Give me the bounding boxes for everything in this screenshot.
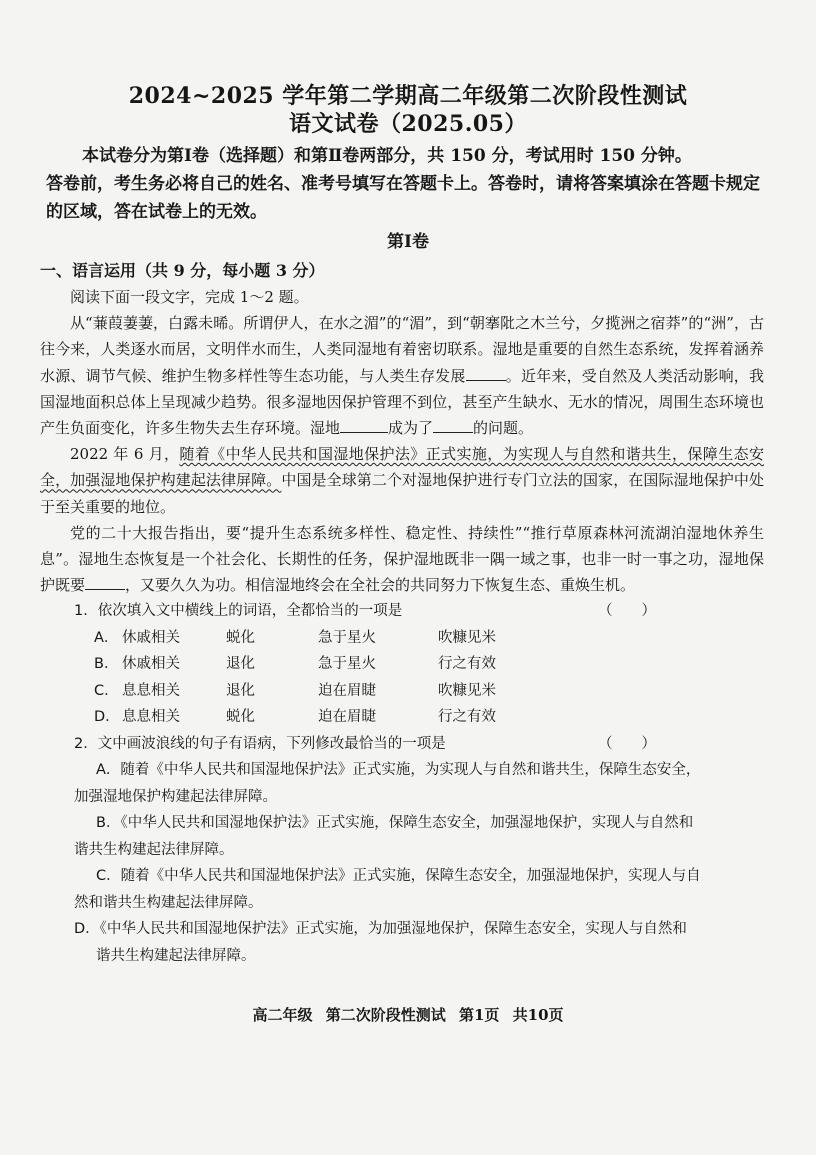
footer-test: 第二次阶段性测试 <box>325 1006 446 1024</box>
question-1-option-b <box>40 651 764 678</box>
passage-lead: 阅读下面一段文字，完成 1～2 题。 <box>70 288 309 306</box>
answer-parenthesis: （ ） <box>598 603 656 620</box>
option-word: 退化 <box>226 656 255 673</box>
question-1-option-d <box>40 704 764 731</box>
option-word: 迫在眉睫 <box>318 709 376 726</box>
question-1-option-a <box>40 625 764 652</box>
volume-title: 第Ⅰ卷 <box>387 232 429 252</box>
option-word: 退化 <box>226 682 255 699</box>
option-word: 行之有效 <box>438 656 496 673</box>
question-2-stem-row <box>40 731 764 758</box>
para2-text-b: 中国是全球第二个对湿地保护进行专门立法的国家，在国际湿地保护中处于至关重要的地位。 <box>40 471 764 516</box>
option-word: 蜕化 <box>226 709 255 726</box>
question-2-stem: 2．文中画波浪线的句子有语病，下列修改最恰当的一项是 <box>74 735 446 752</box>
footer-total: 共10页 <box>512 1006 564 1024</box>
option-word: 迫在眉睫 <box>318 682 376 699</box>
footer-page: 第1页 <box>458 1006 500 1024</box>
instructions-p2: 答卷前，考生务必将自己的姓名、准考号填写在答题卡上。答卷时，请将答案填涂在答题卡规定的区域，答在试卷上的无效。 <box>46 174 760 222</box>
question-2-option-c <box>40 863 764 916</box>
option-word: 息息相关 <box>122 682 180 699</box>
option-word: 休戚相关 <box>122 656 180 673</box>
question-2-option-a <box>40 757 764 810</box>
section-heading: 一、语言运用（共 9 分，每小题 3 分） <box>40 261 325 280</box>
footer-grade: 高二年级 <box>252 1006 313 1024</box>
para3-text-a: 党的二十大报告指出，要“提升生态系统多样性、稳定性、持续性”“推行草原森林河流湖泊湿地休养生息”。湿地生态恢复是一个社会化、长期性的任务，保护湿地既非一隅一域之事，也非一时一事之功，湿地保护既要 <box>40 523 764 595</box>
option-label: A． <box>94 629 119 646</box>
option-word: 急于星火 <box>318 656 376 673</box>
instructions-p1: 本试卷分为第Ⅰ卷（选择题）和第Ⅱ卷两部分，共 150 分，考试用时 150 分钟。 <box>82 146 692 166</box>
passage-paragraph-1 <box>40 310 764 441</box>
question-1 <box>40 598 764 731</box>
option-a-line-1: A．随着《中华人民共和国湿地保护法》正式实施，为实现人与自然和谐共生，保障生态安全， <box>96 762 701 779</box>
option-d-line-2: 谐共生构建起法律屏障。 <box>96 947 256 964</box>
option-label: D． <box>94 709 120 726</box>
option-d-line-1: D．《中华人民共和国湿地保护法》正式实施，为加强湿地保护，保障生态安全，实现人与自然和 <box>74 921 687 938</box>
option-label: C． <box>94 682 119 699</box>
option-word: 休戚相关 <box>122 629 180 646</box>
passage-paragraph-3 <box>40 520 764 599</box>
option-a-line-2: 加强湿地保护构建起法律屏障。 <box>74 788 277 805</box>
option-word: 吹糠见米 <box>438 629 496 646</box>
question-2-option-d <box>40 916 764 969</box>
para1-text-b: 。近年来，受自然及人类活动影响，我国湿地面积总体上呈现减少趋势。很多湿地因保护管理不到位，甚至产生缺水、无水的情况，周围生态环境也产生负面变化，许多生物失去生存环境。湿地 <box>40 366 764 438</box>
option-label: B． <box>94 656 119 673</box>
para2-text-a: 2022 年 6 月， <box>70 445 180 464</box>
exam-subtitle: 语文试卷（2025.05） <box>288 111 527 137</box>
para1-text-a: 从“蒹葭萋萋，白露未晞。所谓伊人，在水之湄”的“湄”，到“朝搴阰之木兰兮，夕揽洲之宿莽”的“洲”，古往今来，人类逐水而居，文明伴水而生，人类同湿地有着密切联系。湿地是重要的自然生态系统，发挥着涵养水源、调节气候、维护生物多样性等生态功能，与人类生存发展 <box>40 314 764 385</box>
option-word: 息息相关 <box>122 709 180 726</box>
option-word: 行之有效 <box>438 709 496 726</box>
para1-text-d: 的问题。 <box>473 419 534 438</box>
wavy-underlined-sentence: 随着《中华人民共和国湿地保护法》正式实施，为实现人与自然和谐共生，保障生态安全，加强湿地保护构建起法律屏障。 <box>40 445 764 490</box>
option-word: 蜕化 <box>226 629 255 646</box>
option-c-line-1: C．随着《中华人民共和国湿地保护法》正式实施，保障生态安全，加强湿地保护，实现人与自 <box>96 868 701 885</box>
para3-text-b: ，又要久久为功。相信湿地终会在全社会的共同努力下恢复生态、重焕生机。 <box>125 576 636 595</box>
page-footer <box>0 1004 816 1025</box>
option-word: 吹糠见米 <box>438 682 496 699</box>
instructions <box>46 142 764 226</box>
exam-title: 2024~2025 学年第二学期高二年级第二次阶段性测试 <box>128 83 688 109</box>
answer-parenthesis: （ ） <box>598 735 656 752</box>
option-b-line-1: B．《中华人民共和国湿地保护法》正式实施，保障生态安全，加强湿地保护，实现人与自然和 <box>96 815 694 832</box>
question-2 <box>40 731 764 970</box>
fill-blank-4 <box>85 575 125 590</box>
question-1-stem: 1．依次填入文中横线上的词语，全都恰当的一项是 <box>74 603 403 620</box>
fill-blank-2 <box>340 418 388 433</box>
question-2-option-b <box>40 810 764 863</box>
option-b-line-2: 谐共生构建起法律屏障。 <box>74 841 234 858</box>
fill-blank-3 <box>433 418 473 433</box>
passage-paragraph-2 <box>40 441 764 520</box>
option-c-line-2: 然和谐共生构建起法律屏障。 <box>74 894 263 911</box>
fill-blank-1 <box>466 366 506 381</box>
question-1-option-c <box>40 678 764 705</box>
question-1-stem-row <box>40 598 764 625</box>
para1-text-c: 成为了 <box>388 419 434 438</box>
option-word: 急于星火 <box>318 629 376 646</box>
reading-passage <box>40 284 764 598</box>
